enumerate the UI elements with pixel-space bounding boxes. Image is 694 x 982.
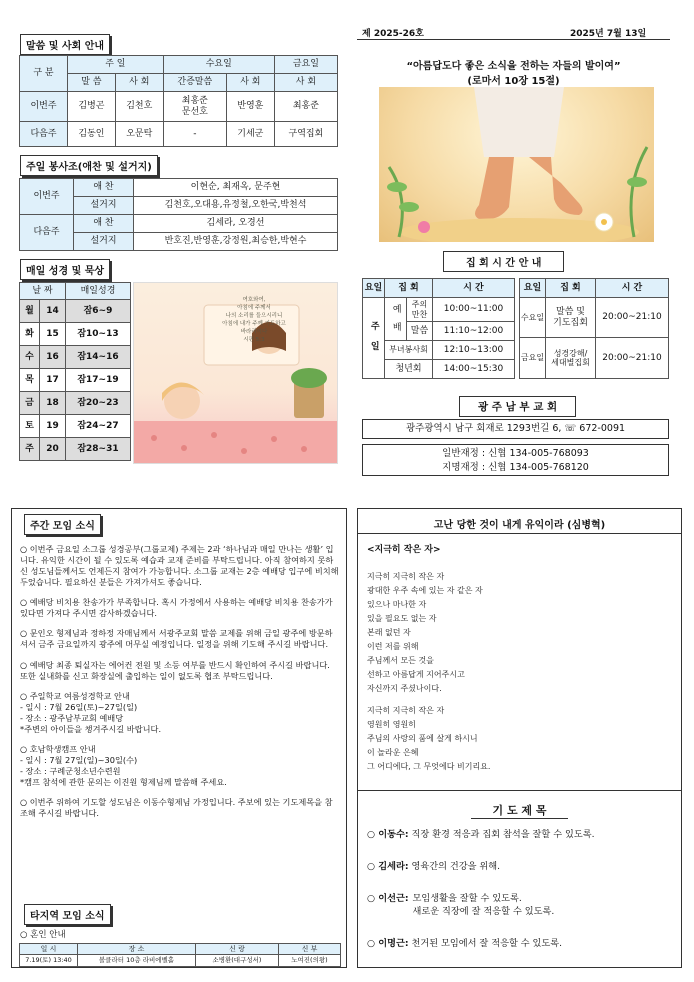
service-wash: 김천호,오대용,유정철,오한국,박천석: [134, 197, 338, 215]
meet-wed-time: 20:00~21:10: [596, 298, 669, 338]
meet-wed: 수요일: [520, 298, 546, 338]
prayer-text: 영육간의 건강을 위해.: [411, 860, 501, 872]
meet-morning: 주의 만찬: [407, 298, 433, 322]
news-item: ○ 호남학생캠프 안내 - 일시 : 7월 27일(일)~30일(수) - 장소 : 구례군청소년수련원 *캠프 참석에 관한 문의는 이진원 형제님께 말씀해 주세요.: [20, 743, 227, 788]
duty-sub: 사 회: [115, 74, 163, 92]
poem-body: [367, 570, 667, 774]
service-wash-label: 설거지: [74, 197, 134, 215]
meet-sun: 주 일: [363, 298, 385, 379]
bible-day: 목: [20, 369, 40, 392]
bible-num: 16: [40, 346, 66, 369]
bible-reading: 잠10~13: [66, 323, 131, 346]
wedding-h: 신 랑: [196, 944, 279, 955]
news-list: [20, 544, 340, 828]
service-ac-label: 애 찬: [74, 179, 134, 197]
poem-line: 선하고 아름답게 지어주시고: [367, 670, 465, 679]
duty-row-label: 다음주: [20, 122, 68, 147]
bible-reading: 잠28~31: [66, 438, 131, 461]
duty-cell: 반영훈: [226, 92, 274, 122]
prayer-text: 천거된 모임에서 잘 적응할 수 있도록.: [411, 938, 563, 950]
duty-cell: 최홍준 문선호: [163, 92, 226, 122]
service-section-title: 주일 봉사조(애찬 및 설거지): [20, 155, 158, 176]
wedding-h: 신 부: [278, 944, 340, 955]
bible-table: [19, 282, 131, 461]
wedding-cell: 볼클라터 10층 라비에벨홀: [78, 955, 196, 967]
bible-section-title: 매일 성경 및 묵상: [20, 259, 110, 280]
meeting-table-weekday: [519, 278, 669, 379]
wedding-h: 장 소: [78, 944, 196, 955]
feet-art: [379, 87, 654, 242]
service-row-label: 이번주: [20, 179, 74, 215]
bible-reading: 잠17~19: [66, 369, 131, 392]
poem-line: 본래 없던 자: [367, 628, 411, 637]
church-accounts: [362, 444, 669, 476]
prayer-name: ○ 이선근:: [367, 892, 409, 904]
bible-h-read: 매일성경: [66, 283, 131, 300]
news-item: ○ 이번주 금요일 소그룹 성경공부(그룹교제) 주제는 2과 ‘하나님과 매일 만나는 생활’ 입니다. 유익한 시간이 될 수 있도록 예습과 교재 준비를 부탁드립니다. 아직 참여하지 못하신 성도님들께서도 언제든지 참여가 가능합니다. 소그룹 교재는 2층 예배당 입구에 비치해 두었습니다. 필요하신 분들은 가져가셔도 좋습니다.: [20, 544, 339, 588]
meet-fri-meeting: 성경강해/ 세대별집회: [546, 338, 596, 379]
bible-num: 18: [40, 392, 66, 415]
prayer-rule: [357, 790, 682, 791]
bible-reading: 잠24~27: [66, 415, 131, 438]
duty-sub: 사 회: [226, 74, 274, 92]
prayer-item: [367, 860, 677, 874]
duty-cell: 오문탁: [115, 122, 163, 147]
wedding-cell: 소병환(대구성서): [196, 955, 279, 967]
prayer-item: [367, 828, 677, 842]
duty-col-group: 구 분: [20, 56, 68, 92]
bible-num: 17: [40, 369, 66, 392]
prayer-list: [367, 828, 677, 969]
poem-line: 주님께서 모든 것을: [367, 656, 434, 665]
poem-line: 영원히 영원히: [367, 720, 416, 729]
issue-date: 2025년 7월 13일: [570, 29, 647, 39]
meet-word-time: 11:10~12:00: [433, 322, 515, 341]
verse-ref: (로마서 10장 15절): [467, 76, 560, 87]
meet-yebae: 예 배: [385, 298, 407, 341]
meet-fri: 금요일: [520, 338, 546, 379]
bible-num: 14: [40, 300, 66, 323]
church-address: 광주광역시 남구 회재로 1293번길 6, ☏ 672-0091: [362, 419, 669, 439]
wedding-table: [19, 943, 341, 967]
news-item: ○ 문인오 형제님과 정하정 자매님께서 서광주교회 말씀 교제를 위해 금일 광주에 방문하셔서 금주 금요일까지 광주에 머무실 예정입니다. 일정을 위해 기도해 주시길 바랍니다.: [20, 628, 333, 650]
duty-cell: 김병곤: [68, 92, 116, 122]
meet-h-jip: 집 회: [546, 279, 596, 298]
bible-h-date: 날 짜: [20, 283, 66, 300]
bible-num: 20: [40, 438, 66, 461]
poem-line: 있을 필요도 없는 자: [367, 614, 437, 623]
news-item: ○ 예배당 최종 퇴실자는 에어컨 전원 및 소등 여부를 반드시 확인하여 주시길 바랍니다. 또한 실내화를 신고 화장실에 출입하는 일이 없도록 협조 부탁드립니다.: [20, 659, 330, 681]
meeting-times-title: 집 회 시 간 안 내: [443, 251, 564, 272]
prayer-item: [367, 892, 677, 920]
duty-table: [19, 55, 338, 147]
poem-line: 이 놀라운 은혜: [367, 748, 419, 757]
prayer-name: ○ 이명근:: [367, 938, 409, 950]
account-general: 일반재정 : 신협 134-005-768093: [442, 448, 589, 459]
poem-title: 고난 당한 것이 내게 유익이라 (심병혁): [433, 520, 606, 531]
prayer-item: [367, 937, 677, 951]
meet-women-time: 12:10~13:00: [433, 341, 515, 360]
poem-line: 주님의 사랑의 품에 살게 하시니: [367, 734, 478, 743]
duty-wed: 수요일: [163, 56, 274, 74]
meet-morning-time: 10:00~11:00: [433, 298, 515, 322]
news-item: ○ 예배당 비치용 찬송가가 부족합니다. 혹시 가정에서 사용하는 예배당 비치용 찬송가가 있다면 가져다 주시면 감사하겠습니다.: [20, 597, 333, 619]
duty-cell: 구역집회: [274, 122, 337, 147]
wedding-h: 일 시: [20, 944, 78, 955]
meet-women: 부녀봉사회: [385, 341, 433, 360]
wedding-cell: 7.19(토) 13:40: [20, 955, 78, 967]
prayer-name: ○ 김세라:: [367, 860, 409, 872]
meet-word: 말씀: [407, 322, 433, 341]
prayer-text: 모임생활을 잘할 수 있도록. 새로운 직장에 잘 적응할 수 있도록.: [412, 892, 555, 918]
poem-line: 있으나 마나한 자: [367, 600, 427, 609]
bible-day: 주: [20, 438, 40, 461]
meet-h-si: 시 간: [433, 279, 515, 298]
bible-day: 토: [20, 415, 40, 438]
poem-line: 광대한 우주 속에 있는 자 같은 자: [367, 586, 483, 595]
poem-line: 그 어디에다, 그 무엇에다 비기리요.: [367, 762, 491, 771]
service-ac: 이현순, 최재옥, 문주현: [134, 179, 338, 197]
meet-h-yo: 요일: [363, 279, 385, 298]
service-ac: 김세라, 오경선: [134, 215, 338, 233]
church-name: 광 주 남 부 교 회: [459, 396, 576, 417]
duty-sub: 사 회: [274, 74, 337, 92]
service-ac-label: 애 찬: [74, 215, 134, 233]
feet-illustration: [379, 87, 654, 242]
poem-subtitle: <지극히 작은 자>: [367, 545, 441, 555]
meet-wed-meeting: 말씀 및 기도집회: [546, 298, 596, 338]
other-region-title: 타지역 모임 소식: [24, 904, 111, 925]
wedding-label: ○ 혼인 안내: [20, 930, 66, 940]
duty-cell: 기세군: [226, 122, 274, 147]
meet-h-jip: 집 회: [385, 279, 433, 298]
header-rule: [357, 39, 670, 40]
meet-h-yo: 요일: [520, 279, 546, 298]
bible-reading: 잠20~23: [66, 392, 131, 415]
duty-fri: 금요일: [274, 56, 337, 74]
meet-youth-time: 14:00~15:30: [433, 360, 515, 379]
news-item: ○ 이번주 위하여 기도할 성도님은 이동수형제님 가정입니다. 주보에 있는 기도제목을 참조해 주시길 바랍니다.: [20, 797, 333, 819]
prayer-text: 직장 환경 적응과 집회 참석을 잘할 수 있도록.: [411, 829, 595, 840]
prayer-title-underline: [471, 818, 568, 819]
service-wash-label: 설거지: [74, 233, 134, 251]
duty-cell: 김천호: [115, 92, 163, 122]
poem-rule: [357, 533, 682, 534]
bible-reading: 잠6~9: [66, 300, 131, 323]
meeting-table-sunday: [362, 278, 515, 379]
bible-day: 월: [20, 300, 40, 323]
verse-quote: “아름답도다 좋은 소식을 전하는 자들의 발이여”: [406, 61, 621, 72]
poem-line: 이런 저를 위해: [367, 642, 419, 651]
meet-youth: 청년회: [385, 360, 433, 379]
bible-day: 화: [20, 323, 40, 346]
bible-day: 금: [20, 392, 40, 415]
duty-cell: 최홍준: [274, 92, 337, 122]
service-row-label: 다음주: [20, 215, 74, 251]
duty-cell: 김동인: [68, 122, 116, 147]
meet-h-si: 시 간: [596, 279, 669, 298]
poem-line: 지극히 지극히 작은 자: [367, 572, 445, 581]
account-designated: 지명재정 : 신협 134-005-768120: [442, 462, 589, 473]
bible-num: 19: [40, 415, 66, 438]
poem-line: 자신까지 주셨나이다.: [367, 684, 442, 693]
duty-sub: 간증말씀: [163, 74, 226, 92]
poem-line: 지극히 지극히 작은 자: [367, 706, 445, 715]
wedding-cell: 노여진(의왕): [278, 955, 340, 967]
bible-day: 수: [20, 346, 40, 369]
prayer-name: ○ 이동수:: [367, 829, 409, 840]
service-table: [19, 178, 338, 251]
duty-sun: 주 일: [68, 56, 164, 74]
duty-row-label: 이번주: [20, 92, 68, 122]
poem-line: [367, 696, 667, 704]
prayer-title: 기 도 제 목: [492, 804, 547, 817]
illustration-text: 여호와여, 아침에 주께서 나의 소리를 들으시리니 아침에 내가 주께 기도하고 바라리이다 시편 5:3: [222, 297, 286, 343]
bible-num: 15: [40, 323, 66, 346]
bible-illustration: [133, 282, 338, 464]
duty-sub: 말 씀: [68, 74, 116, 92]
news-section-title: 주간 모임 소식: [24, 514, 101, 535]
service-wash: 반호진,반영훈,강정원,최승한,박현수: [134, 233, 338, 251]
duty-section-title: 말씀 및 사회 안내: [20, 34, 110, 55]
issue-number: 제 2025-26호: [362, 29, 424, 39]
duty-cell: -: [163, 122, 226, 147]
bible-reading: 잠14~16: [66, 346, 131, 369]
meet-fri-time: 20:00~21:10: [596, 338, 669, 379]
news-item: ○ 주일학교 여름성경학교 안내 - 일시 : 7월 26일(토)~27일(일) - 장소 : 광주남부교회 예배당 *주변의 아이들을 챙겨주시길 바랍니다.: [20, 690, 162, 734]
